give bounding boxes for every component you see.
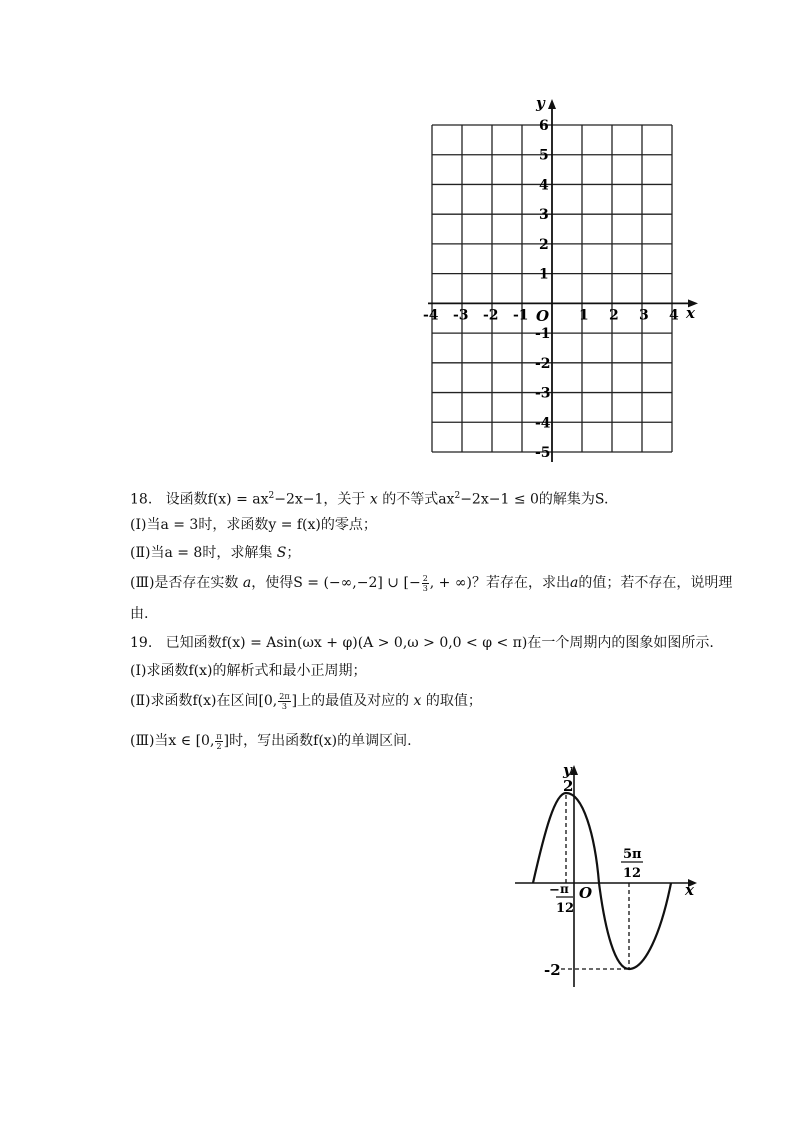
left-mark-denominator: 12 bbox=[556, 901, 575, 916]
q19-stem-text: 已知函数f(x) = Asin(ωx + φ)(A > 0,ω > 0,0 < φ < π)在一个周期内的图象如图所示. bbox=[165, 635, 714, 651]
q19-stem bbox=[130, 633, 714, 653]
q18-part-3-cont-text: 由. bbox=[130, 606, 149, 622]
right-mark-denominator: 12 bbox=[623, 866, 642, 881]
q19-part-1 bbox=[130, 661, 366, 681]
q18-part-3-text-a: (Ⅲ)是否存在实数 bbox=[130, 575, 243, 591]
grid-x-tick-label: 4 bbox=[669, 307, 679, 324]
q18-number: 18. bbox=[130, 491, 153, 508]
sine-graph-figure bbox=[505, 755, 710, 995]
q18-part-3-text-c: , + ∞)？若存在，求出 bbox=[429, 575, 570, 591]
q18-stem-sup2: 2 bbox=[454, 491, 461, 501]
grid-x-tick-label: 2 bbox=[609, 307, 619, 324]
q18-part-2-var: S bbox=[272, 545, 287, 561]
sine-min-label: -2 bbox=[544, 961, 561, 979]
sine-curve bbox=[533, 793, 671, 969]
grid-x-tick-label: -2 bbox=[483, 307, 499, 324]
grid-axes bbox=[428, 99, 698, 462]
q18-part-3 bbox=[130, 573, 732, 593]
grid-x-axis-label: x bbox=[686, 304, 695, 322]
grid-x-tick-label: 1 bbox=[579, 307, 589, 324]
q18-stem-sup: 2 bbox=[268, 491, 275, 501]
q18-stem bbox=[130, 486, 608, 510]
q19-fraction-b-num: π bbox=[216, 731, 222, 741]
q19-part-3-text-a: (Ⅲ)当x ∈ [0, bbox=[130, 733, 215, 749]
q18-part-1 bbox=[130, 515, 377, 535]
grid-y-tick-label: 3 bbox=[539, 207, 549, 224]
q18-fraction-num: 2 bbox=[422, 573, 428, 583]
grid-origin-label: O bbox=[536, 307, 550, 325]
q18-stem-text-b: −2x−1，关于 bbox=[274, 491, 370, 508]
q18-stem-text-d: −2x−1 ≤ 0的解集为S. bbox=[460, 491, 609, 508]
grid-y-tick-label: -1 bbox=[535, 326, 551, 343]
right-mark-numerator: 5π bbox=[623, 847, 642, 862]
coordinate-grid-figure bbox=[410, 90, 710, 470]
q18-part-2-text-a: (Ⅱ)当a = 8时，求解集 bbox=[130, 545, 273, 561]
grid-x-tick-label: -3 bbox=[453, 307, 469, 324]
q18-part-3-text-b: ，使得S = (−∞,−2] ∪ [− bbox=[251, 575, 421, 591]
q19-part-2-text-a: (Ⅱ)求函数f(x)在区间[0, bbox=[130, 693, 278, 709]
grid-y-tick-label: -4 bbox=[535, 415, 551, 432]
q19-fraction-a bbox=[278, 692, 290, 711]
q18-part-2-text-b: ； bbox=[286, 545, 301, 561]
grid-y-tick-label: -5 bbox=[535, 445, 551, 461]
q18-stem-var: x bbox=[369, 491, 378, 508]
q18-part-3-var: a bbox=[242, 575, 252, 591]
sine-y-label: y bbox=[563, 761, 572, 779]
sine-x-label: x bbox=[685, 881, 694, 899]
grid-y-tick-label: -3 bbox=[535, 385, 551, 402]
q19-part-2-var: x bbox=[413, 693, 422, 709]
grid-x-tick-label: 3 bbox=[639, 307, 649, 324]
q19-number: 19. bbox=[130, 635, 153, 651]
grid-y-tick-label: 2 bbox=[539, 236, 549, 253]
grid-y-axis-label: y bbox=[536, 94, 545, 112]
grid-y-axis-arrow bbox=[548, 99, 556, 109]
left-mark-numerator: π bbox=[560, 882, 569, 896]
sine-origin-label: O bbox=[579, 884, 593, 902]
q19-fraction-b bbox=[215, 732, 222, 751]
q18-stem-text-a: 设函数f(x) = ax bbox=[165, 491, 269, 508]
grid-x-tick-label: -4 bbox=[423, 307, 439, 324]
q19-part-3-text-b: ]时，写出函数f(x)的单调区间. bbox=[223, 733, 412, 749]
q18-part-3-text-d: 的值；若不存在，说明理 bbox=[578, 575, 733, 591]
q18-part-3-var2: a bbox=[570, 575, 579, 591]
sine-max-label: 2 bbox=[563, 777, 574, 795]
q19-part-2 bbox=[130, 691, 482, 711]
q19-part-2-text-b: ]上的最值及对应的 bbox=[291, 693, 414, 709]
q19-fraction-a-num: 2π bbox=[279, 691, 290, 701]
q19-fraction-a-den: 3 bbox=[281, 701, 287, 711]
q18-part-2 bbox=[130, 543, 300, 563]
grid-y-tick-label: 5 bbox=[539, 147, 549, 164]
q18-fraction-den: 3 bbox=[422, 583, 428, 593]
left-mark-sign: − bbox=[549, 883, 560, 898]
grid-y-tick-label: -2 bbox=[535, 355, 551, 372]
q18-stem-text-c: 的不等式ax bbox=[377, 491, 455, 508]
q18-part-3-cont bbox=[130, 604, 148, 624]
q19-part-2-text-c: 的取值； bbox=[421, 693, 482, 709]
q19-part-3 bbox=[130, 731, 412, 751]
grid-x-tick-label: -1 bbox=[513, 307, 529, 324]
q18-fraction bbox=[422, 574, 429, 593]
grid-y-tick-label: 6 bbox=[539, 118, 549, 134]
q19-part-1-text: (Ⅰ)求函数f(x)的解析式和最小正周期； bbox=[130, 663, 367, 679]
q18-part-1-text: (Ⅰ)当a = 3时，求函数y = f(x)的零点； bbox=[130, 517, 377, 533]
grid-y-tick-label: 4 bbox=[539, 177, 549, 194]
q19-fraction-b-den: 2 bbox=[216, 741, 222, 751]
grid-y-tick-label: 1 bbox=[539, 266, 549, 283]
